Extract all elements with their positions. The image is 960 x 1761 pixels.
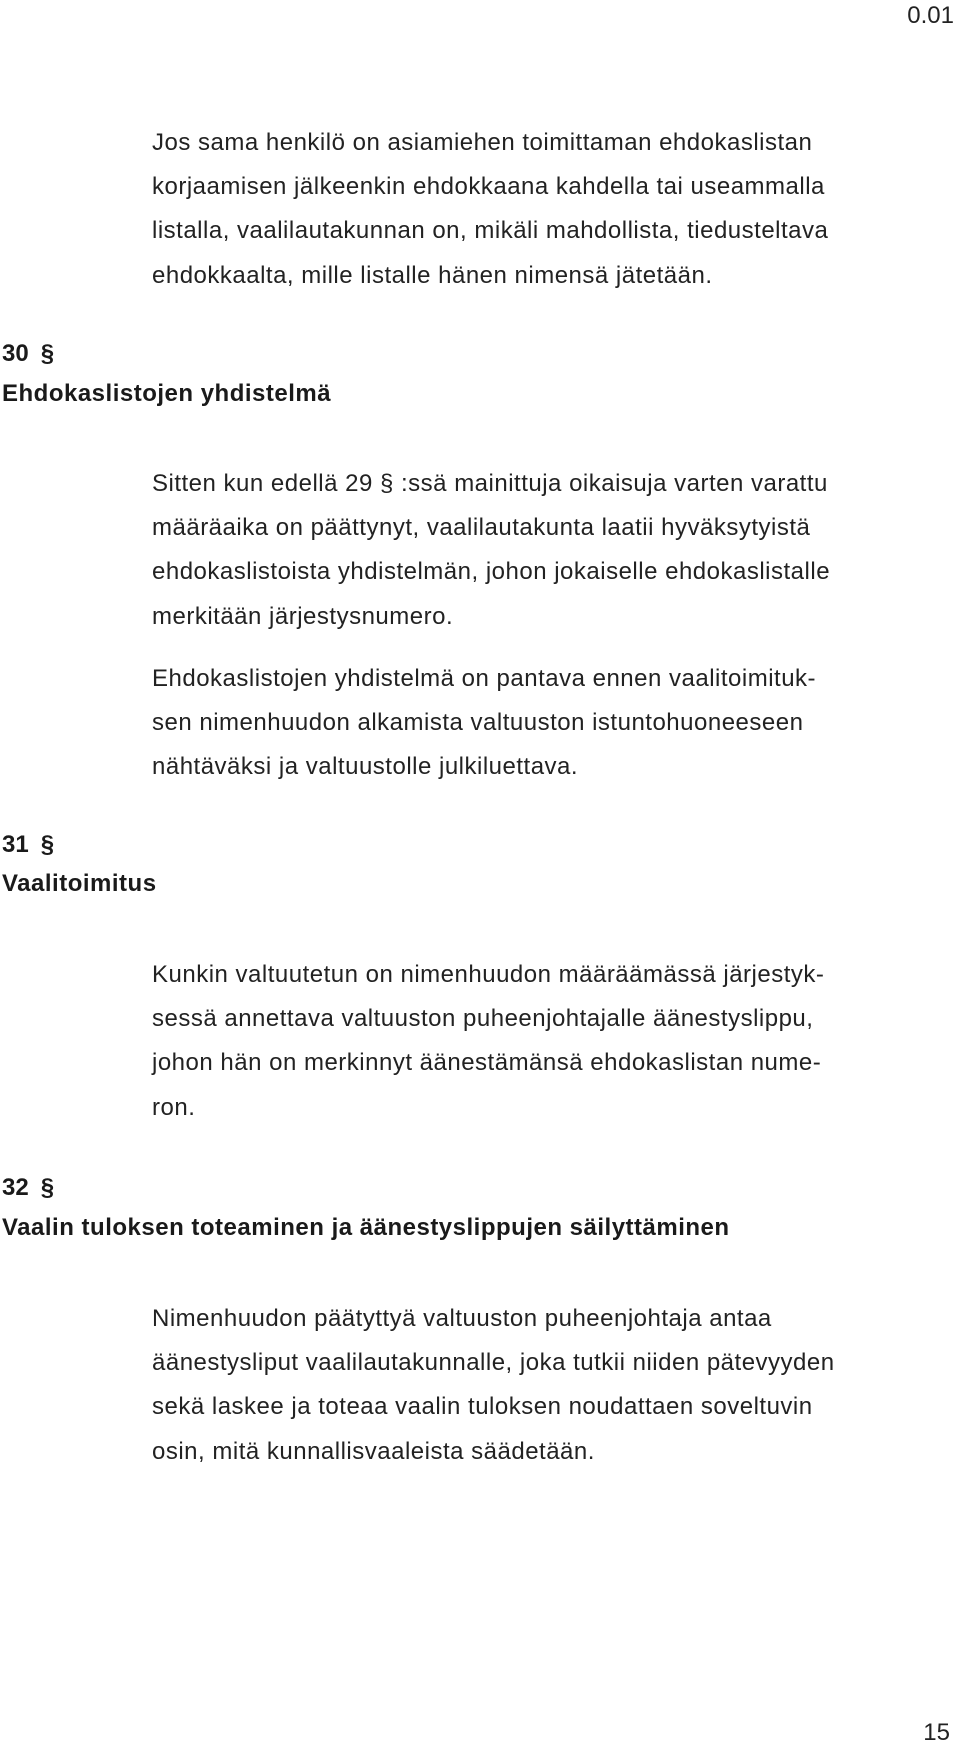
section-paragraph [152, 1297, 942, 1474]
document-code: 0.01 [907, 2, 954, 29]
section-paragraph [152, 462, 942, 639]
text-line: merkitään järjestysnumero. [152, 602, 454, 630]
section-number [2, 831, 54, 859]
section-number-value: 30 [2, 340, 29, 367]
text-line: johon hän on merkinnyt äänestämänsä ehdokaslistan nume- [152, 1049, 822, 1077]
text-line: Nimenhuudon päätyttyä valtuuston puheenjohtaja antaa [152, 1305, 772, 1332]
paragraph-sign: § [40, 340, 55, 367]
text-line: Sitten kun edellä 29 § :ssä mainittuja oikaisuja varten varattu [152, 470, 828, 497]
section-paragraph [152, 657, 942, 790]
intro-paragraph [152, 121, 942, 298]
section-paragraph [152, 953, 942, 1130]
section-number [2, 340, 54, 368]
text-line: äänestysliput vaalilautakunnalle, joka tutkii niiden pätevyyden [152, 1349, 835, 1377]
paragraph-sign: § [40, 831, 55, 858]
section-title: Vaalitoimitus [2, 870, 157, 897]
text-line: listalla, vaalilautakunnan on, mikäli mahdollista, tiedusteltava [152, 217, 829, 245]
section-number-value: 32 [2, 1174, 29, 1201]
text-line: nähtäväksi ja valtuustolle julkiluettava. [152, 753, 579, 781]
section-title: Ehdokaslistojen yhdistelmä [2, 380, 332, 407]
text-line: Jos sama henkilö on asiamiehen toimittaman ehdokaslistan [152, 129, 813, 156]
section-title: Vaalin tuloksen toteaminen ja äänestyslippujen säilyttäminen [2, 1214, 730, 1241]
text-line: sekä laskee ja toteaa vaalin tuloksen noudattaen soveltuvin [152, 1393, 813, 1421]
text-line: Ehdokaslistojen yhdistelmä on pantava ennen vaalitoimituk- [152, 665, 817, 692]
page-number: 15 [923, 1719, 950, 1746]
text-line: määräaika on päättynyt, vaalilautakunta laatii hyväksytyistä [152, 514, 811, 542]
text-line: ehdokaslistoista yhdistelmän, johon jokaiselle ehdokaslistalle [152, 558, 831, 586]
text-line: osin, mitä kunnallisvaaleista säädetään. [152, 1437, 595, 1465]
text-line: korjaamisen jälkeenkin ehdokkaana kahdella tai useammalla [152, 173, 825, 201]
section-number-value: 31 [2, 831, 29, 858]
section-number [2, 1174, 54, 1202]
text-line: ehdokkaalta, mille listalle hänen nimensä jätetään. [152, 261, 713, 289]
text-line: ron. [152, 1093, 196, 1121]
paragraph-sign: § [40, 1174, 55, 1201]
text-line: sessä annettava valtuuston puheenjohtajalle äänestyslippu, [152, 1005, 814, 1033]
text-line: sen nimenhuudon alkamista valtuuston istuntohuoneeseen [152, 709, 804, 737]
text-line: Kunkin valtuutetun on nimenhuudon määräämässä järjestyk- [152, 961, 825, 988]
